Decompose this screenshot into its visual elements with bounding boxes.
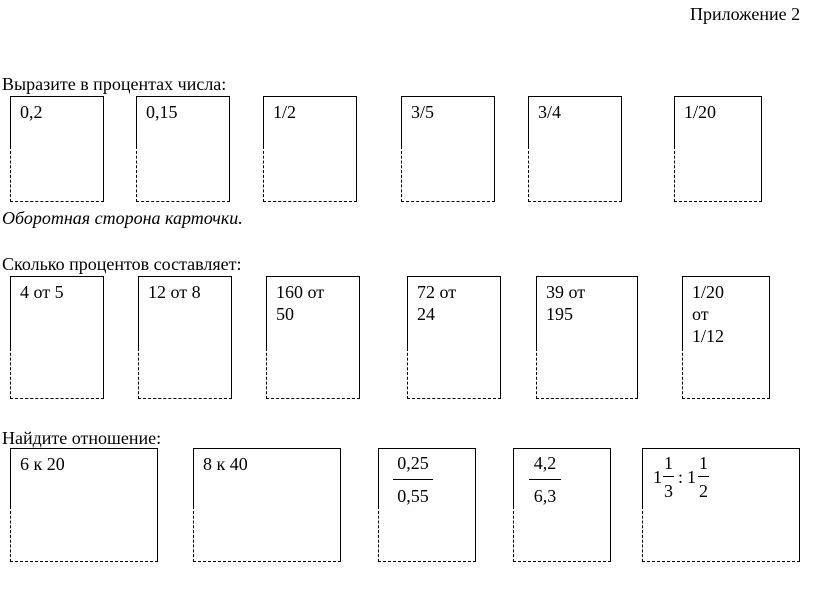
- card-label: 39 от 195: [546, 282, 586, 324]
- denominator: 6,3: [533, 486, 557, 506]
- numerator: 0,25: [397, 453, 429, 473]
- card-percent-2: [136, 96, 230, 202]
- ratio-colon: :: [678, 467, 684, 487]
- card-label: 3/4: [538, 102, 562, 122]
- section2-title: Сколько процентов составляет:: [2, 254, 242, 274]
- fraction: [393, 453, 433, 506]
- card-percent-6: [674, 96, 762, 202]
- card-ratio-3: [378, 448, 476, 562]
- fraction: [529, 453, 561, 506]
- denominator: 0,55: [397, 486, 429, 506]
- appendix-label: Приложение 2: [690, 4, 801, 24]
- section3-title: Найдите отношение:: [2, 428, 162, 448]
- card-label: 1/20: [684, 102, 717, 122]
- card-howmany-4: [407, 276, 501, 399]
- whole-a: 1: [653, 467, 662, 487]
- card-label: 4 от 5: [20, 282, 64, 302]
- card-howmany-6: [682, 276, 770, 399]
- mixed-number-ratio: [653, 453, 733, 503]
- back-side-caption: Оборотная сторона карточки.: [2, 208, 243, 228]
- card-ratio-4: [513, 448, 611, 562]
- card-percent-4: [401, 96, 495, 202]
- card-label: 0,2: [20, 102, 43, 122]
- card-howmany-2: [138, 276, 232, 399]
- card-label: 6 к 20: [20, 454, 65, 474]
- card-percent-1: [10, 96, 104, 202]
- card-label: 160 от 50: [276, 282, 325, 324]
- card-label: 8 к 40: [203, 454, 248, 474]
- card-label: 3/5: [411, 102, 435, 122]
- card-ratio-2: [193, 448, 341, 562]
- card-ratio-1: [10, 448, 158, 562]
- card-ratio-5: [642, 448, 800, 562]
- whole-b: 1: [687, 467, 696, 487]
- numerator-b: 1: [699, 453, 708, 473]
- card-label: 12 от 8: [148, 282, 201, 302]
- card-howmany-5: [536, 276, 638, 399]
- card-label: 72 от 24: [417, 282, 457, 324]
- numerator: 4,2: [533, 453, 557, 473]
- card-label: 1/2: [273, 102, 297, 122]
- card-howmany-1: [10, 276, 104, 399]
- card-percent-5: [528, 96, 622, 202]
- numerator-a: 1: [664, 453, 673, 473]
- card-howmany-3: [266, 276, 360, 399]
- card-label: 0,15: [146, 102, 178, 122]
- card-percent-3: [263, 96, 357, 202]
- denominator-b: 2: [699, 481, 708, 501]
- denominator-a: 3: [664, 481, 673, 501]
- section1-title: Выразите в процентах числа:: [2, 74, 227, 94]
- card-label: 1/20 от 1/12: [692, 282, 725, 346]
